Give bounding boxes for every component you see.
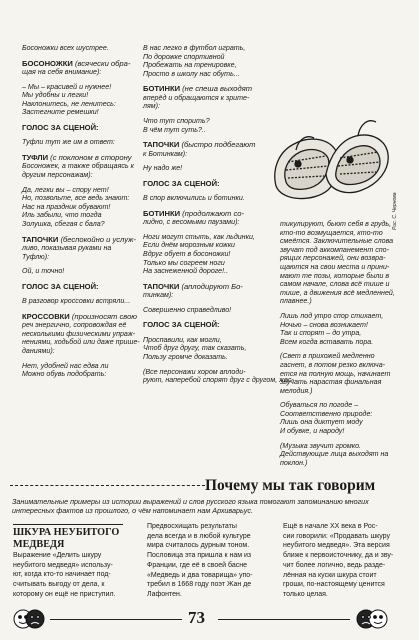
article-column-2: [147, 522, 272, 600]
speaker-name: [143, 209, 271, 218]
speaker-label: ТАПОЧКИ: [22, 234, 59, 244]
script-line: смеётся. Заключительные слова: [280, 237, 394, 246]
script-column-2: [143, 44, 294, 385]
stage-direction: (быстро подбегают: [179, 140, 256, 150]
article-line: которому он ещё не приступил.: [13, 590, 116, 598]
speaker-name: [22, 153, 134, 162]
script-line: звучать нарастая финальная: [280, 378, 382, 387]
script-line: Застегните ремешки!: [22, 108, 99, 117]
script-line: На заснеженной дороге!..: [143, 267, 229, 276]
script-line: лям):: [143, 102, 160, 111]
script-line: Что тут спорить?: [143, 116, 210, 125]
script-line: Просто в школу нас обуть...: [143, 69, 240, 78]
script-line: вперёд и обращаются к зрите-: [143, 93, 250, 102]
speaker-name: [22, 123, 134, 132]
footer-rule-left: [50, 619, 182, 620]
article-line: сии говорили: «Продавать шкуру: [283, 532, 390, 540]
speaker-label: КРОССОВКИ: [22, 311, 70, 321]
script-line: Но, позвольте, все ведь знают:: [22, 194, 130, 203]
article-line: мира считалось дурным тоном.: [147, 542, 250, 550]
article-line: требил в 1668 году поэт Жан де: [147, 581, 252, 589]
script-column-3: [280, 220, 405, 467]
script-line: Так и спорят – до утра,: [280, 329, 362, 338]
speaker-name: [143, 282, 271, 291]
article-line: «Медведь и два товарища» упо-: [147, 571, 253, 579]
script-line: Ой, и точно!: [22, 267, 65, 276]
stage-direction: (беспокойно и услуж-: [58, 234, 136, 244]
speaker-label: ТУФЛИ: [22, 152, 49, 162]
script-line: Босоножек, а также обращаясь к: [22, 162, 134, 171]
speaker-label: ГОЛОС ЗА СЦЕНОЙ:: [143, 178, 220, 188]
script-line: Чтоб друг другу, так сказать,: [143, 344, 247, 353]
script-line: Туфли тут же им в ответ:: [22, 138, 115, 147]
script-line: самом начале, слова всё тише и: [280, 280, 390, 289]
script-line: звучат под аккомпанемент спо-: [280, 245, 389, 254]
illustration-credit: Рис. С. Чернова: [392, 192, 398, 230]
script-line: Пользу громче доказать.: [143, 352, 228, 361]
article-line: неубитого медведя» использу-: [13, 561, 113, 569]
speaker-name: [143, 140, 271, 149]
script-line: По дорожке спортивной: [143, 52, 225, 61]
script-line: Действующие лица выходят на: [280, 450, 389, 459]
stage-direction: (всячески обра-: [72, 58, 131, 68]
script-line: – Мы – красивей и нужнее!: [22, 82, 112, 91]
script-line: щая на себя внимание):: [22, 68, 102, 76]
script-line: (Музыка звучит громко.: [280, 441, 362, 450]
term-box: [13, 522, 123, 600]
script-line: тикулируют, бьют себя в грудь,: [280, 220, 392, 228]
script-line: рящих персонажей, они возвра-: [280, 254, 386, 263]
term-title-line-1: ШКУРА НЕУБИТОГО: [13, 527, 120, 538]
script-line: лидно, с весомыми паузами):: [143, 218, 240, 227]
script-line: Ноги могут стыть, как льдинки,: [143, 232, 255, 241]
speaker-name: [22, 59, 134, 68]
article-line: Лафонтен.: [147, 590, 182, 598]
article-line: Выражение «Делить шкуру: [13, 552, 102, 559]
script-line: Нас на праздник обувают!: [22, 202, 111, 211]
script-line: (Все персонажи хором аплоди-: [143, 367, 246, 376]
speaker-label: ГОЛОС ЗА СЦЕНОЙ:: [22, 122, 99, 132]
script-line: реч энергично, сопровождая её: [22, 321, 127, 330]
script-line: ется на полную мощь, начинает: [280, 369, 391, 378]
article-intro: Занимательные примеры из истории выражений и слов русского языка помогают запоминанию многих интересных фактов из прошлого, о чём напоминает нам Архиварьус.: [12, 497, 369, 515]
footer-rule-right: [218, 619, 350, 620]
article-line: считывать выгоду от дела, к: [13, 581, 105, 589]
script-line: кто-то возмущается, кто-то: [280, 228, 383, 237]
article-line: Франции, где её в своей басне: [147, 561, 248, 569]
speaker-name: [22, 235, 134, 244]
article-line: ют, когда кто-то начинает под-: [13, 571, 111, 579]
stage-direction: (продолжают со-: [180, 208, 244, 218]
theatre-masks-icon: [355, 608, 389, 630]
script-line: щаются на свои места и прини-: [280, 262, 390, 271]
script-line: Наклонитесь, не ленитесь:: [22, 99, 116, 108]
article-line: Ещё в начале XX века в Рос-: [283, 523, 378, 530]
stage-direction: (аплодируют Бо-: [179, 281, 243, 291]
script-line: мелодия.): [280, 386, 313, 395]
script-line: Всем когда вставать пора.: [280, 337, 374, 346]
script-line: Лишь она диктует моду: [280, 418, 363, 427]
article-heading: Почему мы так говорим: [205, 477, 376, 494]
script-line: Ну надо же!: [143, 164, 183, 173]
speaker-label: БОСОНОЖКИ: [22, 58, 73, 68]
stage-direction: (произносят свою: [69, 311, 138, 321]
script-line: Совершенно справедливо!: [143, 305, 232, 314]
script-line: тинкам):: [143, 291, 174, 300]
script-line: Вдруг обует в босоножки!: [143, 249, 231, 258]
page-number: 73: [188, 608, 205, 627]
script-line: ливо, показывая руками на: [22, 243, 112, 252]
script-line: мают те позы, которые были в: [280, 271, 390, 280]
script-line: Ночью – снова возникает!: [280, 320, 368, 329]
script-line: Обуваться по погоде –: [280, 401, 359, 410]
script-line: руют, наперебой спорят друг с другом, жес-: [143, 376, 294, 385]
speaker-name: [143, 320, 271, 329]
script-line: Нет, удобней нас едва ли: [22, 361, 109, 370]
script-line: Если днём морозным кожки: [143, 241, 235, 250]
script-line: Босоножки всех шустрее.: [22, 44, 109, 52]
stage-direction: (с поклоном в сторону: [48, 152, 132, 162]
speaker-label: БОТИНКИ: [143, 84, 181, 94]
script-line: поклон.): [280, 458, 308, 467]
script-line: даниями):: [22, 346, 55, 355]
speaker-name: [22, 282, 134, 291]
script-column-1: [22, 44, 140, 379]
script-line: к Ботинкам):: [143, 149, 188, 158]
script-line: другим персонажам):: [22, 170, 93, 179]
script-line: Только мы согреем ноги: [143, 258, 225, 267]
script-line: нениями, ходьбой или даже прише-: [22, 338, 140, 347]
article-line: неубитого медведя». Эта версия: [283, 542, 390, 550]
script-line: Соответственно природе:: [280, 409, 373, 418]
article-column-1: [13, 551, 123, 600]
script-line: Пробежать на тренировке,: [143, 61, 237, 70]
script-line: В спор включились и ботинки.: [143, 194, 245, 203]
speaker-label: БОТИНКИ: [143, 208, 181, 218]
article-line: ближе к первоисточнику, да и зву-: [283, 552, 394, 560]
script-line: Лишь под утро спор стихает,: [280, 311, 384, 320]
theatre-masks-icon: [12, 608, 46, 630]
script-line: плавнее.): [280, 297, 312, 306]
script-line: тише, а движения всё медленней,: [280, 288, 395, 297]
speaker-label: ГОЛОС ЗА СЦЕНОЙ:: [143, 320, 220, 330]
script-line: Золушка, сбегая с бала?: [22, 219, 105, 228]
script-line: Проспавили, как могли,: [143, 335, 222, 344]
shoes-illustration: [268, 100, 394, 212]
script-line: несколькими физическими упраж-: [22, 329, 136, 338]
term-title-line-2: МЕДВЕДЯ: [13, 539, 65, 550]
script-line: Туфлю):: [22, 252, 50, 261]
script-line: И обувке, и народу!: [280, 427, 345, 436]
script-line: В нас легко в футбол играть,: [143, 44, 246, 52]
speaker-label: ГОЛОС ЗА СЦЕНОЙ:: [22, 281, 99, 291]
article-line: чит более логично, ведь разде-: [283, 561, 386, 569]
article-line: гроши, по-настоящему ценится: [283, 581, 385, 589]
speaker-name: [143, 84, 271, 93]
stage-direction: (не спеша выходят: [180, 84, 253, 94]
script-line: В чём тут суть?..: [143, 125, 206, 134]
article-line: дела всегда и в любой культуре: [147, 532, 251, 540]
article-line: только целая.: [283, 590, 328, 598]
speaker-label: ТАПОЧКИ: [143, 140, 180, 150]
script-line: В разговор кроссовки встряли...: [22, 297, 131, 306]
script-line: Иль забыли, что тогда: [22, 211, 102, 220]
speaker-name: [143, 179, 271, 188]
article-line: лённая на куски шкура стоит: [283, 571, 377, 579]
script-line: Да, легки вы – спору нет!: [22, 185, 109, 194]
term-rule-top: [13, 524, 123, 525]
script-line: гаснет, в потом резко включа-: [280, 360, 386, 369]
article-line: Предвосхищать результаты: [147, 523, 237, 530]
speaker-label: ТАПОЧКИ: [143, 281, 180, 291]
script-line: Мы удобны и легки!: [22, 91, 89, 100]
section-divider: [10, 485, 205, 486]
script-line: (Свет в прихожей медленно: [280, 352, 375, 361]
speaker-name: [22, 311, 138, 321]
article-line: Пословица эта пришла к нам из: [147, 552, 252, 560]
article-column-3: [283, 522, 408, 600]
script-line: Можно обувь подобрать:: [22, 370, 107, 379]
